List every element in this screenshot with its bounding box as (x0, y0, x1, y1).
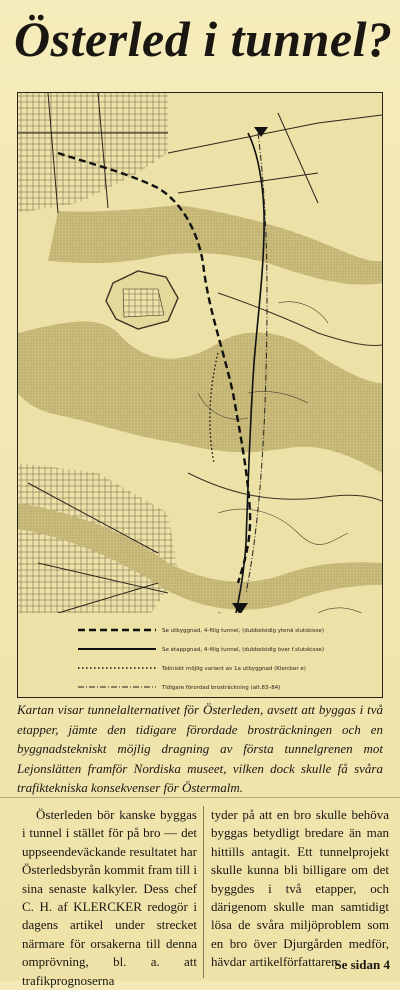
article-text-2: tyder på att en bro skulle behöva byggas betydligt bredare än man hittills antagit. Ett tunnelprojekt skulle kunna bli billigare om det byggdes i två etapper, och därigenom skulle man samtidigt lösa de svåra miljöproblem som en bro över Djurgården medför, hävdar artikelförfattaren. (211, 807, 389, 970)
article-text-1: Österleden bör kanske byggas i tunnel i stället för på bro — det uppseendeväckande resultatet har Österledsbyrån kommit fram till i sina senaste kalkyler. Dess chef C. H. af KLERCKER redogör i dagens artikel under strecket närmare för orsakerna till denna omprövning, bl. a. att trafikprognoserna (22, 807, 197, 988)
fortress-inner (123, 289, 164, 317)
article-column-1 (22, 806, 197, 990)
column-divider (203, 806, 204, 978)
legend-item-2: Se etappgnad, 4-filig tunnel, (dubbelsidig över f.slutskisse) (162, 647, 324, 653)
section-divider (0, 797, 400, 798)
article-column-2 (211, 806, 389, 972)
map-caption: Kartan visar tunnelalternativet för Österleden, avsett att byggas i två etapper, jämte den tidigare förordade brosträckningen och en byggnadstekniskt möjlig dragning av första tunnelgrenen mot Lejonslätten framför Nordiska museet, vilken dock skulle få svåra trafiktekniska konsekvenser för Östermalm. (17, 702, 383, 795)
map-drawing (18, 93, 382, 697)
legend-item-1: Se utbyggnad, 4-filig tunnel, (dubbelsidig ytenä slutskisse) (162, 628, 325, 634)
legend-item-4: Tidigare förordad brosträckning (alt.83–84) (162, 685, 281, 691)
tunnel-map (17, 92, 383, 698)
headline: Österled i tunnel? (14, 11, 393, 67)
legend-item-3: Tekniskt möjlig variant av 1a utbyggnad (Klercker e) (162, 666, 306, 672)
see-page-reference: Se sidan 4 (334, 957, 390, 972)
